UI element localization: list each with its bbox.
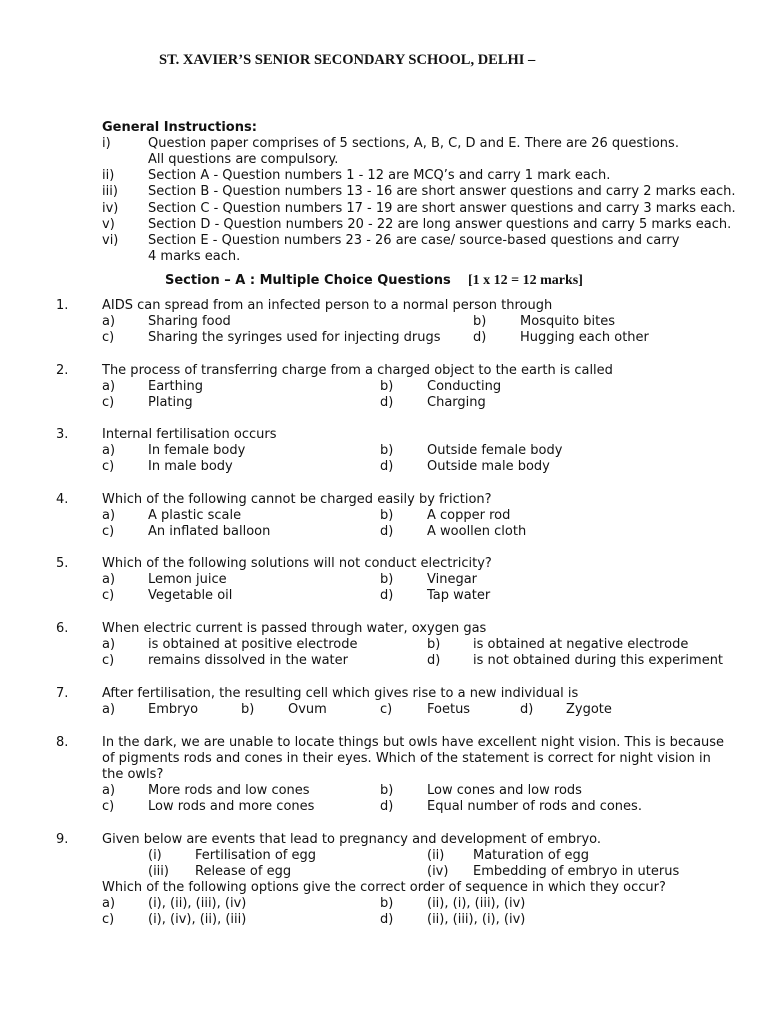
event-text: Embedding of embryo in uterus (473, 864, 680, 879)
question-text: Which of the following options give the correct order of sequence in which they occur? (102, 880, 666, 895)
question-number: 8. (56, 735, 69, 750)
option-label: a) (102, 572, 116, 587)
option-label: d) (380, 524, 394, 539)
instruction-text: Section A - Question numbers 1 - 12 are MCQ’s and carry 1 mark each. (148, 168, 611, 183)
option-text: Mosquito bites (520, 314, 615, 329)
question-number: 5. (56, 556, 69, 571)
question-text: of pigments rods and cones in their eyes. Which of the statement is correct for night vision in (102, 751, 711, 766)
option-text: In female body (148, 443, 246, 458)
option-text: Conducting (427, 379, 502, 394)
option-label: b) (427, 637, 441, 652)
option-label: b) (380, 783, 394, 798)
option-text: Foetus (427, 702, 471, 717)
section-title: Section – A : Multiple Choice Questions (165, 273, 451, 288)
option-text: is not obtained during this experiment (473, 653, 724, 668)
instruction-num: vi) (102, 233, 119, 248)
option-text: (ii), (iii), (i), (iv) (427, 912, 526, 927)
option-label: a) (102, 508, 116, 523)
option-label: b) (380, 508, 394, 523)
option-label: a) (102, 896, 116, 911)
question-number: 3. (56, 427, 69, 442)
option-label: c) (102, 395, 115, 410)
option-label: c) (380, 702, 393, 717)
school-title: ST. XAVIER’S SENIOR SECONDARY SCHOOL, DELHI – (159, 52, 536, 68)
question-number: 6. (56, 621, 69, 636)
option-label: c) (102, 912, 115, 927)
instruction-num: ii) (102, 168, 115, 183)
option-text: is obtained at negative electrode (473, 637, 689, 652)
option-label: b) (380, 896, 394, 911)
event-text: Release of egg (195, 864, 292, 879)
instruction-text: Section C - Question numbers 17 - 19 are short answer questions and carry 3 marks each. (148, 201, 736, 216)
option-label: b) (380, 572, 394, 587)
question-text: Internal fertilisation occurs (102, 427, 277, 442)
question-number: 2. (56, 363, 69, 378)
option-text: Outside male body (427, 459, 550, 474)
event-label: (iii) (148, 864, 169, 879)
option-label: d) (380, 799, 394, 814)
option-text: Equal number of rods and cones. (427, 799, 642, 814)
instruction-text: Section D - Question numbers 20 - 22 are long answer questions and carry 5 marks each. (148, 217, 732, 232)
option-text: Zygote (566, 702, 612, 717)
option-label: d) (380, 395, 394, 410)
option-label: a) (102, 314, 116, 329)
instruction-text: Section B - Question numbers 13 - 16 are short answer questions and carry 2 marks each. (148, 184, 736, 199)
option-text: Lemon juice (148, 572, 227, 587)
question-text: Which of the following solutions will not conduct electricity? (102, 556, 492, 571)
option-text: Hugging each other (520, 330, 649, 345)
option-label: c) (102, 459, 115, 474)
option-label: b) (241, 702, 255, 717)
instruction-text: All questions are compulsory. (148, 152, 339, 167)
option-text: A plastic scale (148, 508, 242, 523)
option-text: Sharing the syringes used for injecting drugs (148, 330, 441, 345)
option-text: (ii), (i), (iii), (iv) (427, 896, 526, 911)
instructions-title: General Instructions: (102, 120, 257, 135)
option-text: Earthing (148, 379, 203, 394)
option-text: Tap water (427, 588, 491, 603)
question-number: 9. (56, 832, 69, 847)
event-text: Maturation of egg (473, 848, 590, 863)
option-text: (i), (iv), (ii), (iii) (148, 912, 247, 927)
event-label: (i) (148, 848, 162, 863)
option-text: A woollen cloth (427, 524, 527, 539)
option-label: a) (102, 379, 116, 394)
question-text: Which of the following cannot be charged easily by friction? (102, 492, 492, 507)
question-number: 1. (56, 298, 69, 313)
event-label: (iv) (427, 864, 449, 879)
option-label: b) (473, 314, 487, 329)
option-text: Vegetable oil (148, 588, 233, 603)
option-label: d) (473, 330, 487, 345)
option-text: In male body (148, 459, 233, 474)
event-label: (ii) (427, 848, 445, 863)
instruction-num: iv) (102, 201, 119, 216)
question-text: the owls? (102, 767, 164, 782)
instruction-text: 4 marks each. (148, 249, 241, 264)
instruction-num: iii) (102, 184, 118, 199)
option-text: remains dissolved in the water (148, 653, 348, 668)
option-label: d) (380, 912, 394, 927)
option-text: An inflated balloon (148, 524, 271, 539)
option-text: Embryo (148, 702, 199, 717)
option-text: Outside female body (427, 443, 563, 458)
option-label: d) (380, 459, 394, 474)
option-text: Charging (427, 395, 486, 410)
option-text: Low rods and more cones (148, 799, 315, 814)
option-text: More rods and low cones (148, 783, 310, 798)
question-text: In the dark, we are unable to locate things but owls have excellent night vision. This is because (102, 735, 725, 750)
option-label: d) (380, 588, 394, 603)
option-text: (i), (ii), (iii), (iv) (148, 896, 247, 911)
question-text: Given below are events that lead to pregnancy and development of embryo. (102, 832, 602, 847)
option-label: a) (102, 783, 116, 798)
option-label: a) (102, 702, 116, 717)
option-text: A copper rod (427, 508, 511, 523)
option-text: Vinegar (427, 572, 478, 587)
section-marks: [1 x 12 = 12 marks] (468, 273, 583, 288)
option-label: c) (102, 524, 115, 539)
option-label: d) (427, 653, 441, 668)
instruction-text: Question paper comprises of 5 sections, A, B, C, D and E. There are 26 questions. (148, 136, 679, 151)
question-text: The process of transferring charge from a charged object to the earth is called (102, 363, 613, 378)
option-label: c) (102, 653, 115, 668)
instruction-text: Section E - Question numbers 23 - 26 are case/ source-based questions and carry (148, 233, 680, 248)
instruction-num: v) (102, 217, 115, 232)
instruction-num: i) (102, 136, 111, 151)
option-label: c) (102, 330, 115, 345)
event-text: Fertilisation of egg (195, 848, 316, 863)
option-label: a) (102, 443, 116, 458)
option-text: is obtained at positive electrode (148, 637, 358, 652)
question-number: 4. (56, 492, 69, 507)
question-text: When electric current is passed through water, oxygen gas (102, 621, 487, 636)
option-text: Plating (148, 395, 193, 410)
option-text: Ovum (288, 702, 327, 717)
option-label: b) (380, 443, 394, 458)
option-label: c) (102, 799, 115, 814)
option-text: Sharing food (148, 314, 231, 329)
question-text: After fertilisation, the resulting cell which gives rise to a new individual is (102, 686, 579, 701)
option-text: Low cones and low rods (427, 783, 582, 798)
question-text: AIDS can spread from an infected person to a normal person through (102, 298, 553, 313)
question-number: 7. (56, 686, 69, 701)
option-label: c) (102, 588, 115, 603)
option-label: a) (102, 637, 116, 652)
option-label: b) (380, 379, 394, 394)
option-label: d) (520, 702, 534, 717)
